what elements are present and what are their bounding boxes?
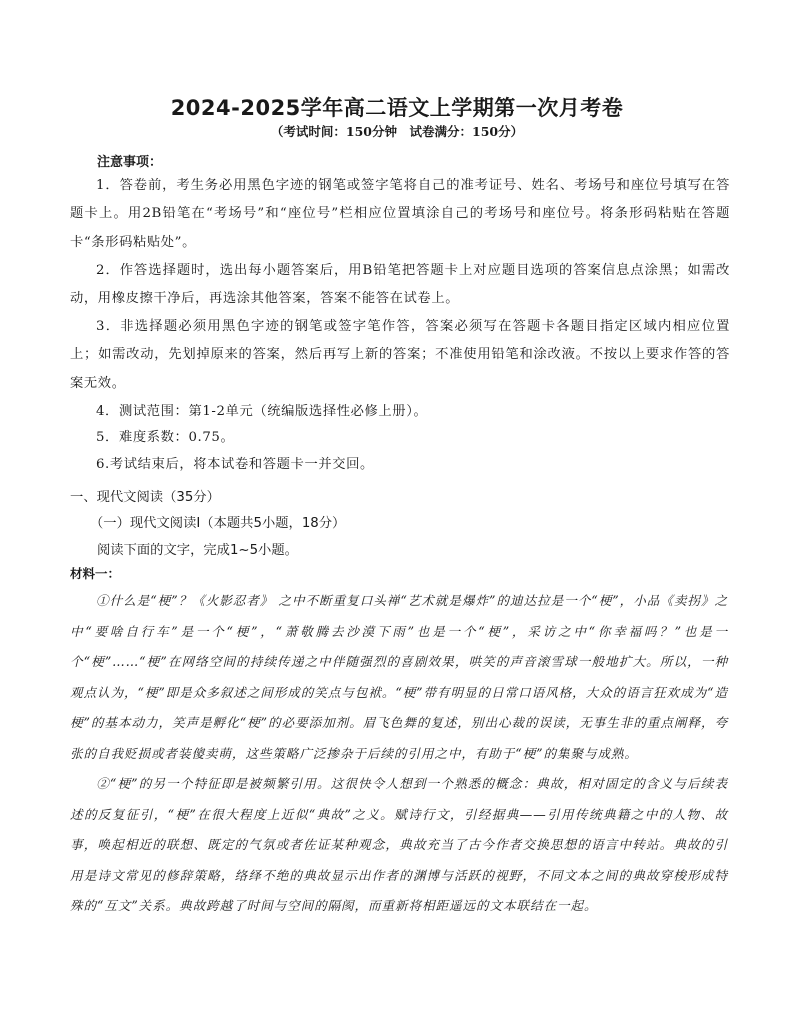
notice-text-1: 1．答卷前，考生务必用黑色字迹的钢笔或签字笔将自己的准考证号、姓名、考场号和座位号填写在答题卡上。用2B铅笔在“考场号”和“座位号”栏相应位置填涂自己的考场号和座位号。将条形码粘贴在答题卡“条形码粘贴处”。: [70, 178, 730, 250]
material-paragraph-1: [70, 586, 728, 769]
notice-item-3: [70, 313, 730, 398]
material-paragraph-2: [70, 769, 728, 922]
notice-item-4: [70, 398, 730, 426]
reading-instruction: 阅读下面的文字，完成1~5小题。: [97, 543, 298, 558]
notice-heading: 注意事项：: [97, 155, 163, 170]
exam-subtitle: （考试时间：150分钟 试卷满分：150分）: [270, 124, 524, 139]
material-text-2: ②“梗”的另一个特征即是被频繁引用。这很快令人想到一个熟悉的概念：典故，相对固定的含义与后续表述的反复征引，“梗”在很大程度上近似“典故”之义。赋诗行文，引经据典——引用传统典籍之中的人物、故事，唤起相近的联想、既定的气氛或者佐证某种观念，典故充当了古今作者交换思想的语言中转站。典故的引用是诗文常见的修辞策略，络绎不绝的典故显示出作者的渊博与活跃的视野，不同文本之间的典故穿梭形成特殊的“互文”关系。典故跨越了时间与空间的隔阂，而重新将相距遥远的文本联结在一起。: [70, 776, 728, 913]
material-label: 材料一：: [70, 566, 121, 581]
subsection-heading: （一）现代文阅读Ⅰ（本题共5小题，18分）: [90, 516, 346, 531]
notice-text-2: 2．作答选择题时，选出每小题答案后，用B铅笔把答题卡上对应题目选项的答案信息点涂黑；如需改动，用橡皮擦干净后，再选涂其他答案，答案不能答在试卷上。: [70, 263, 730, 307]
notice-text-3: 3．非选择题必须用黑色字迹的钢笔或签字笔作答，答案必须写在答题卡各题目指定区域内相应位置上；如需改动，先划掉原来的答案，然后再写上新的答案；不准使用铅笔和涂改液。不按以上要求作答的答案无效。: [70, 319, 730, 391]
notice-text-5: 5．难度系数：0.75。: [96, 430, 235, 445]
notice-item-6: [70, 451, 730, 479]
notice-item-5: [70, 424, 730, 452]
exam-title: 2024-2025学年高二语文上学期第一次月考卷: [170, 96, 624, 120]
section-heading: 一、现代文阅读（35分）: [70, 490, 220, 505]
material-text-1: ①什么是“梗”？《火影忍者》 之中不断重复口头禅“艺术就是爆炸”的迪达拉是一个“梗”，小品《卖拐》之中“要啥自行车”是一个“梗”，“萧敬腾去沙漠下雨”也是一个“梗”，采访之中“你幸福吗？”也是一个“梗”……“梗”在网络空间的持续传递之中伴随强烈的喜剧效果，哄笑的声音滚雪球一般地扩大。所以，一种观点认为，“梗”即是众多叙述之间形成的笑点与包袱。“梗”带有明显的日常口语风格，大众的语言狂欢成为“造梗”的基本动力，笑声是孵化“梗”的必要添加剂。眉飞色舞的复述，别出心裁的误读，无事生非的重点阐释，夸张的自我贬损或者装傻卖萌，这些策略广泛掺杂于后续的引用之中，有助于“梗”的集聚与成熟。: [70, 593, 728, 761]
notice-item-2: [70, 257, 730, 314]
notice-text-4: 4．测试范围：第1-2单元（统编版选择性必修上册）。: [96, 404, 428, 419]
notice-item-1: [70, 172, 730, 257]
notice-text-6: 6.考试结束后，将本试卷和答题卡一并交回。: [96, 457, 374, 472]
